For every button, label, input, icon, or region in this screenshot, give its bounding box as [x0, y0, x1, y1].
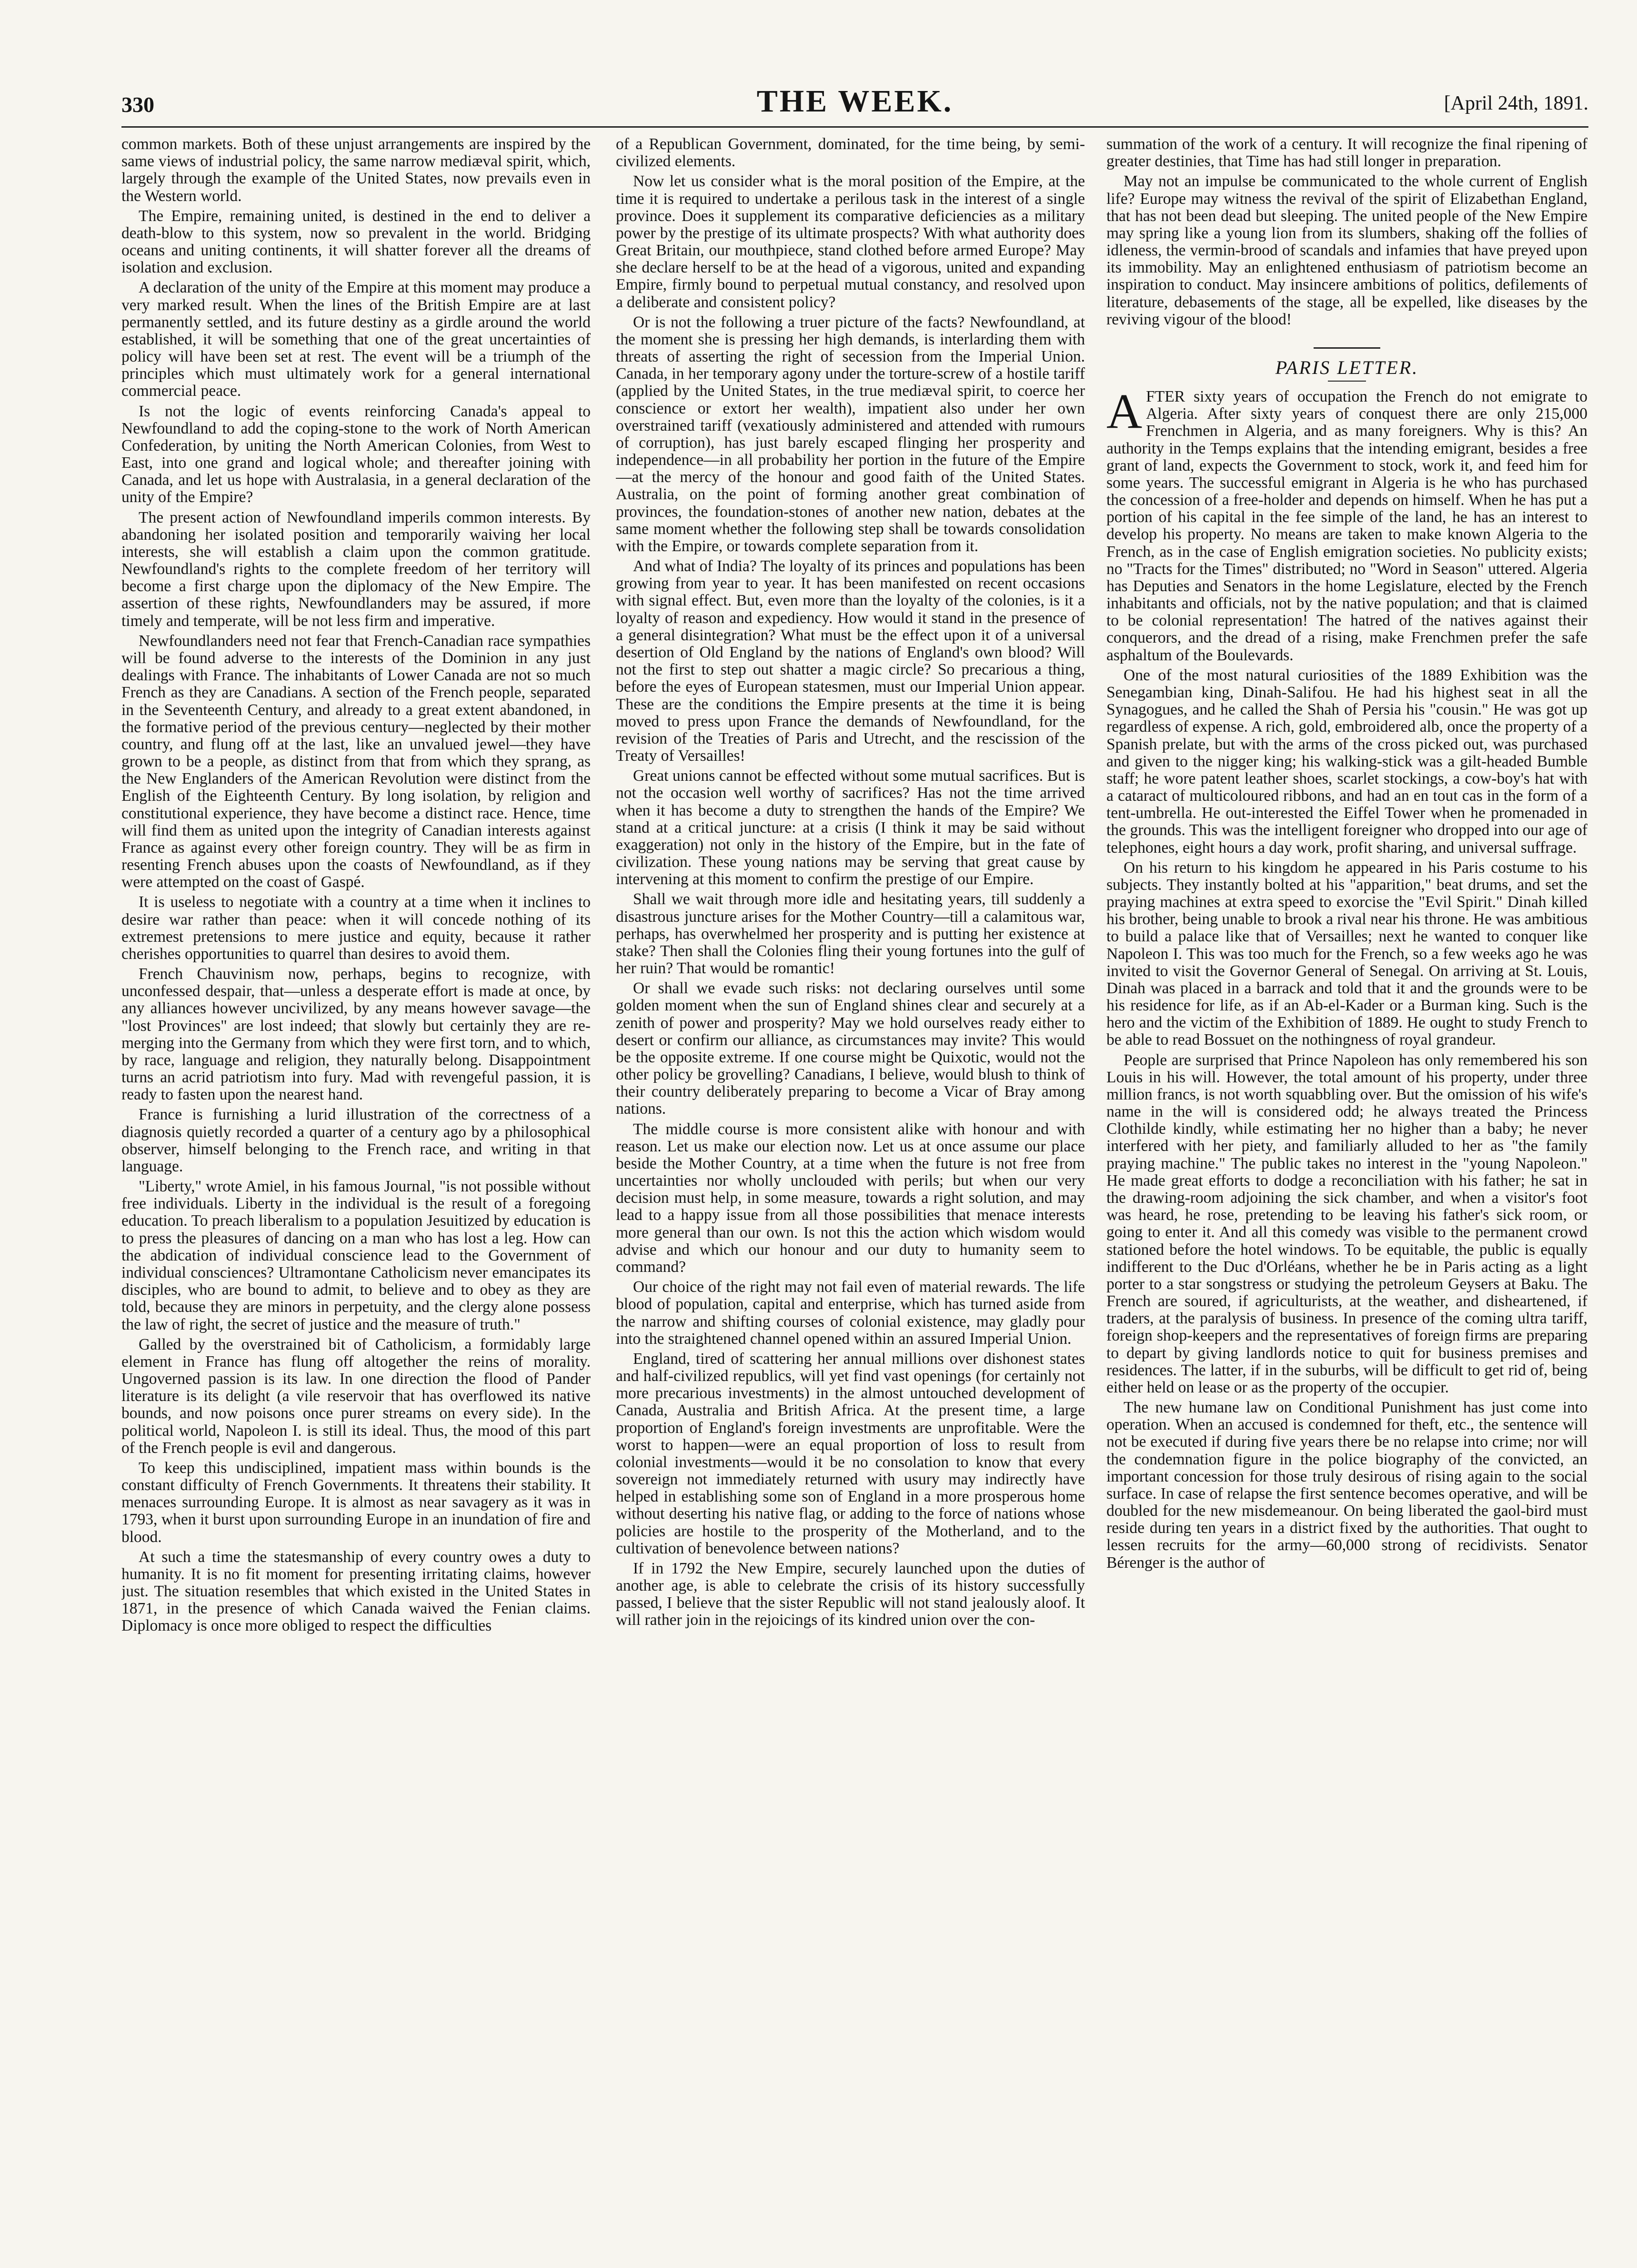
quotation-paragraph: "Liberty," wrote Amiel, in his famous Journal, "is not possible without free individuals. Liberty in the individual is the result of a foregoing education. To preach liberalism to a population Jesuitized by education is to press the pleasures of dancing on a man who has lost a leg. How can the abdication of individual conscience lead to the Government of individual consciences? Ultramontane Catholicism never emancipates its disciples, who are bound to admit, to believe and to obey as they are told, because they are minors in perpetuity, and the clergy alone possess the law of right, the secret of justice and the measure of truth." — [121, 1178, 591, 1333]
paragraph: The present action of Newfoundland imperils common interests. By abandoning her isolated position and temporarily waiving her local interests, she will establish a claim upon the common gratitude. Newfoundland's rights to the complete freedom of her territory will become a first charge upon the diplomacy of the New Empire. The assertion of these rights, Newfoundlanders may be assured, if more timely and temperate, will be not less firm and imperative. — [121, 508, 591, 630]
paragraph: A declaration of the unity of the Empire at this moment may produce a very marked result. When the lines of the British Empire are at last permanently settled, and its future destiny as a girdle around the world established, it will be something that one of the great uncertainties of policy will have been set at rest. The event will be a triumph of the principles which must ultimately work for a general international commercial peace. — [121, 279, 591, 400]
column-3 — [1106, 136, 1587, 2241]
issue-date: [April 24th, 1891. — [1444, 92, 1588, 114]
publication-title: THE WEEK. — [756, 84, 954, 119]
lead-paragraph — [1106, 384, 1587, 664]
paragraph: If in 1792 the New Empire, securely launched upon the duties of another age, is able to celebrate the crisis of its history successfully passed, I believe that the sister Republic will not stand jealously aloof. It will rather join in the rejoicings of its kindred union over the con- — [616, 1559, 1085, 1629]
paragraph: At such a time the statesmanship of every country owes a duty to humanity. It is no fit moment for presenting irritating claims, however just. The situation resembles that which existed in the United States in 1871, in the presence of which Canada waived the Fenian claims. Diplomacy is once more obliged to respect the difficulties — [121, 1548, 591, 1635]
paragraph: One of the most natural curiosities of the 1889 Exhibition was the Senegambian king, Dinah-Salifou. He had his highest seat in all the Synagogues, and he called the Shah of Persia his "cousin." He was got up regardless of expense. A rich, gold, embroidered alb, once the property of a Spanish prelate, but with the arms of the cross picked out, was purchased and given to the nigger king; his walking-stick was a gilt-headed Bumble staff; he wore patent leather shoes, scarlet stockings, a cow-boy's hat with a cataract of multicoloured ribbons, and had an en tout cas in the form of a tent-umbrella. He out-interested the Eiffel Tower when he promenaded in the grounds. This was the intelligent foreigner who dropped into our age of telephones, eight hours a day work, profit sharing, and universal suffrage. — [1106, 666, 1587, 857]
drop-cap: A — [1106, 384, 1143, 439]
paragraph: England, tired of scattering her annual millions over dishonest states and half-civilized republics, will yet find vast openings (for certainly not more precarious investments) in the almost untouched development of Canada, Australia and British Africa. At the present time, a large proportion of England's foreign investments are unprofitable. Were the worst to happen—were an equal proportion of loss to result from colonial investments—would it be no consolation to know that every sovereign not immediately returned with usury may indirectly have helped in establishing some son of England in a more prosperous home without deserting his native flag, or adding to the force of nations whose policies are hostile to the prosperity of the Motherland, and to the cultivation of benevolence between nations? — [616, 1350, 1085, 1557]
paragraph: People are surprised that Prince Napoleon has only remembered his son Louis in his will. However, the total amount of his property, under three million francs, is not worth squabbling over. But the omission of his wife's name in the will is considered odd; he always treated the Princess Clothilde kindly, while estimating her no higher than a baby; he never interfered with her piety, and familiarly alluded to her as "the family praying machine." The public takes no interest in the "young Napoleon." He made great efforts to dodge a reconciliation with his father; he sat in the drawing-room adjoining the sick chamber, and when a visitor's foot was heard, he rose, pretending to be leaving his father's sick room, or going to enter it. And all this comedy was visible to the permanent crowd stationed before the hotel windows. To be equitable, the public is equally indifferent to the Duc d'Orléans, whether he be in Paris acting as a light porter to a star songstress or studying the petroleum Geysers at Baku. The French are soured, if agriculturists, at the weather, and disheartened, if traders, at the paralysis of business. In presence of the coming ultra tariff, foreign shop-keepers and the representatives of foreign firms are preparing to depart by giving landlords notice to quit for business premises and residences. The latter, if in the suburbs, will be difficult to get rid of, being either held on lease or as the property of the occupier. — [1106, 1051, 1587, 1396]
masthead — [121, 83, 1588, 128]
column-1 — [121, 136, 591, 2241]
paragraph: of a Republican Government, dominated, for the time being, by semi-civilized elements. — [616, 136, 1085, 171]
lead-paragraph-text: FTER sixty years of occupation the French do not emigrate to Algeria. After sixty years of conquest there are only 215,000 Frenchmen in Algeria, and as many foreigners. Why is this? An authority in the Temps explains that the intending emigrant, besides a free grant of land, expects the Government to stock, work it, and feed him for some years. The successful emigrant in Algeria is he who has purchased the concession of a free-holder and depends on himself. When he has put a portion of his capital in the fee simple of the land, he has an interest to develop his property. No means are taken to make known Algeria to the French, as in the case of English emigration societies. No publicity exists; no "Tracts for the Times" distributed; no "Word in Season" uttered. Algeria has Deputies and Senators in the home Legislature, elected by the French inhabitants and officials, not by the native population; and that is claimed to be colonial representation! The hatred of the natives against their conquerors, and the dread of a rising, make Frenchmen prefer the safe asphaltum of the Boulevards. — [1106, 388, 1587, 664]
paragraph: French Chauvinism now, perhaps, begins to recognize, with unconfessed despair, that—unless a desperate effort is made at once, by any alliances however uncivilized, by any means however savage—the "lost Provinces" are lost indeed; that slowly but certainly they are re-merging into the Germany from which they were first torn, and to which, by race, language and religion, they naturally belong. Disappointment turns an acrid patriotism into fury. Mad with revengeful passion, it is ready to fasten upon the nearest hand. — [121, 965, 591, 1104]
paragraph: And what of India? The loyalty of its princes and populations has been growing from year to year. It has been manifested on recent occasions with signal effect. But, even more than the loyalty of the colonies, is it a loyalty of reason and expediency. How would it stand in the presence of a general disintegration? What must be the effect upon it of a universal desertion of Old England by the nations of England's own blood? Will not the first to step out shatter a magic circle? So precarious a thing, before the eyes of European statesmen, must our Imperial Union appear. These are the conditions the Empire presents at the time it is being moved to press upon France the demands of Newfoundland, for the revision of the Treaties of Paris and Utrecht, and the rescission of the Treaty of Versailles! — [616, 557, 1085, 765]
paragraph: Shall we wait through more idle and hesitating years, till suddenly a disastrous juncture arises for the Mother Country—till a calamitous war, perhaps, has overwhelmed her prosperity and is putting her existence at stake? Then shall the Colonies fling their young fortunes into the gulf of her ruin? That would be romantic! — [616, 890, 1085, 978]
section-divider — [1314, 347, 1380, 349]
column-2 — [616, 136, 1085, 2241]
paragraph: France is furnishing a lurid illustration of the correctness of a diagnosis quietly recorded a quarter of a century ago by a philosophical observer, himself belonging to the French race, and writing in that language. — [121, 1106, 591, 1175]
page-number: 330 — [121, 92, 154, 117]
paragraph: summation of the work of a century. It will recognize the final ripening of greater destinies, that Time has had still longer in preparation. — [1106, 136, 1587, 171]
paragraph: The new humane law on Conditional Punishment has just come into operation. When an accused is condemned for theft, etc., the sentence will not be executed if during five years there be no relapse into crime; nor will the condemnation figure in the police biography of the convicted, an important concession for those truly desirous of rising again to the social surface. In case of relapse the first sentence becomes operative, and will be doubled for the new misdemeanour. On being liberated the gaol-bird must reside during ten years in a district fixed by the authorities. That ought to lessen recruits for the army—60,000 strong of recidivists. Senator Bérenger is the author of — [1106, 1399, 1587, 1572]
paragraph: Is not the logic of events reinforcing Canada's appeal to Newfoundland to add the coping-stone to the work of North American Confederation, by uniting the North American Colonies, from West to East, into one grand and logical whole; and thereafter joining with Canada, and let us hope with Australasia, in a general declaration of the unity of the Empire? — [121, 402, 591, 506]
paragraph: Galled by the overstrained bit of Catholicism, a formidably large element in France has flung off altogether the reins of morality. Ungoverned passion is its law. In one direction the flood of Pander literature is its delight (a vile reservoir that has overflowed its native bounds, and now poisons once purer streams on every side). In the political world, Napoleon I. is still its ideal. Thus, the mood of this part of the French people is evil and dangerous. — [121, 1335, 591, 1457]
title-underline — [1328, 381, 1366, 382]
paragraph: To keep this undisciplined, impatient mass within bounds is the constant difficulty of French Governments. It threatens their stability. It menaces surrounding Europe. It is almost as near savagery as it was in 1793, when it burst upon surrounding Europe in an inundation of fire and blood. — [121, 1459, 591, 1546]
paragraph: Great unions cannot be effected without some mutual sacrifices. But is not the occasion well worthy of sacrifices? Has not the time arrived when it has become a duty to strengthen the hands of the Empire? We stand at a critical juncture: at a crisis (I think it may be said without exaggeration) not only in the history of the Empire, but in the fate of civilization. These young nations may be serving that great cause by intervening at this moment to confirm the prestige of our Empire. — [616, 767, 1085, 888]
paragraph: On his return to his kingdom he appeared in his Paris costume to his subjects. They instantly bolted at his "apparition," beat drums, and set the praying machines at extra speed to exorcise the "Evil Spirit." Dinah killed his brother, being unable to brook a rival near his throne. He was ambitious to build a palace like that of Versailles; next he wanted to conquer like Napoleon I. This was too much for the French, so a few weeks ago he was invited to visit the Governor General of Senegal. On arriving at St. Louis, Dinah was placed in a barrack and told that it and the grounds were to be his residence for life, as if an Ab-el-Kader or a Burman king. Such is the hero and the victim of the Exhibition of 1889. He ought to study French to be able to read Bossuet on the nothingness of royal grandeur. — [1106, 858, 1587, 1049]
paragraph: May not an impulse be communicated to the whole current of English life? Europe may witness the revival of the spirit of Elizabethan England, that has not been dead but sleeping. The united people of the New Empire may spring like a young lion from its slumbers, shaking off the follies of idleness, the vermin-brood of scandals and infamies that have preyed upon its immobility. May an enlightened enthusiasm of patriotism become an inspiration to conduct. May insincere ambitions of politics, defilements of literature, debasements of the stage, all be expelled, like diseases by the reviving vigour of the blood! — [1106, 172, 1587, 328]
paragraph: The middle course is more consistent alike with honour and with reason. Let us make our election now. Let us at once assume our place beside the Mother Country, at a time when the future is not free from uncertainties nor wholly unclouded with perils; but when our very decision must help, in some measure, towards a right solution, and may lead to a happy issue from all those possibilities that menace interests more general than our own. Is not this the action which wisdom would advise and which our honour and our duty to humanity seem to command? — [616, 1120, 1085, 1276]
paragraph: It is useless to negotiate with a country at a time when it inclines to desire war rather than peace: when it will concede nothing of its extremest pretensions to mere justice and equity, because it rather cherishes opportunities to quarrel than desires to avoid them. — [121, 893, 591, 963]
section-title: PARIS LETTER. — [1275, 356, 1419, 378]
paragraph: Our choice of the right may not fail even of material rewards. The life blood of population, capital and enterprise, which has turned aside from the narrow and shifting courses of colonial existence, may gladly pour into the straightened channel opened within an assured Imperial Union. — [616, 1278, 1085, 1348]
paragraph: The Empire, remaining united, is destined in the end to deliver a death-blow to this system, now so prevalent in the world. Bridging oceans and uniting continents, it will shatter forever all the dreams of isolation and exclusion. — [121, 207, 591, 277]
paragraph: Now let us consider what is the moral position of the Empire, at the time it is required to undertake a perilous task in the interest of a single province. Does it supplement its comparative deficiencies as a military power by the prestige of its ultimate prospects? With what authority does Great Britain, our mouthpiece, stand clothed before armed Europe? May she declare herself to be at the head of a vigorous, united and expanding Empire, firmly bound to perpetual mutual constancy, and resolved upon a deliberate and consistent policy? — [616, 172, 1085, 311]
paragraph: common markets. Both of these unjust arrangements are inspired by the same views of industrial policy, the same narrow mediæval spirit, which, largely through the example of the United States, now prevails even in the Western world. — [121, 136, 591, 205]
paragraph: Or is not the following a truer picture of the facts? Newfoundland, at the moment she is pressing her high demands, is interlarding them with threats of asserting the right of secession from the Imperial Union. Canada, in her temporary agony under the torture-screw of a hostile tariff (applied by the United States, in the true mediæval spirit, to coerce her conscience or extort her wealth), impatient also under her own overstrained tariff (vexatiously administered and attended with rumours of corruption), has just barely escaped flinging her prosperity and independence—in all probability her portion in the future of the Empire—at the mercy of the honour and good faith of the United States. Australia, on the point of forming another great combination of provinces, the foundation-stones of another new nation, debates at the same moment whether the following step shall be towards consolidation with the Empire, or towards complete separation from it. — [616, 313, 1085, 555]
paragraph: Or shall we evade such risks: not declaring ourselves until some golden moment when the sun of England shines clear and securely at a zenith of power and prosperity? May we hold ourselves ready either to desert or confirm our alliance, as circumstances may invite? This would be the opposite extreme. If one course might be Quixotic, would not the other policy be grovelling? Canadians, I believe, would blush to think of their country deliberately preparing to become a Vicar of Bray among nations. — [616, 979, 1085, 1118]
paragraph: Newfoundlanders need not fear that French-Canadian race sympathies will be found adverse to the interests of the Dominion in any just dealings with France. The inhabitants of Lower Canada are not so much French as they are Canadians. A section of the French people, separated in the Seventeenth Century, and already to a great extent abandoned, in the formative period of the previous century—neglected by their mother country, and flung off at the last, like an unvalued jewel—they have grown to be a people, as distinct from that from which they sprang, as the New Englanders of the American Revolution were distinct from the English of the Eighteenth Century. By long isolation, by religion and constitutional experience, they have become a distinct race. Hence, time will find them as united upon the integrity of Canadian interests against France as against every other foreign country. They will be as firm in resenting French abuses upon the coasts of Newfoundland, as if they were attempted on the coast of Gaspé. — [121, 632, 591, 891]
